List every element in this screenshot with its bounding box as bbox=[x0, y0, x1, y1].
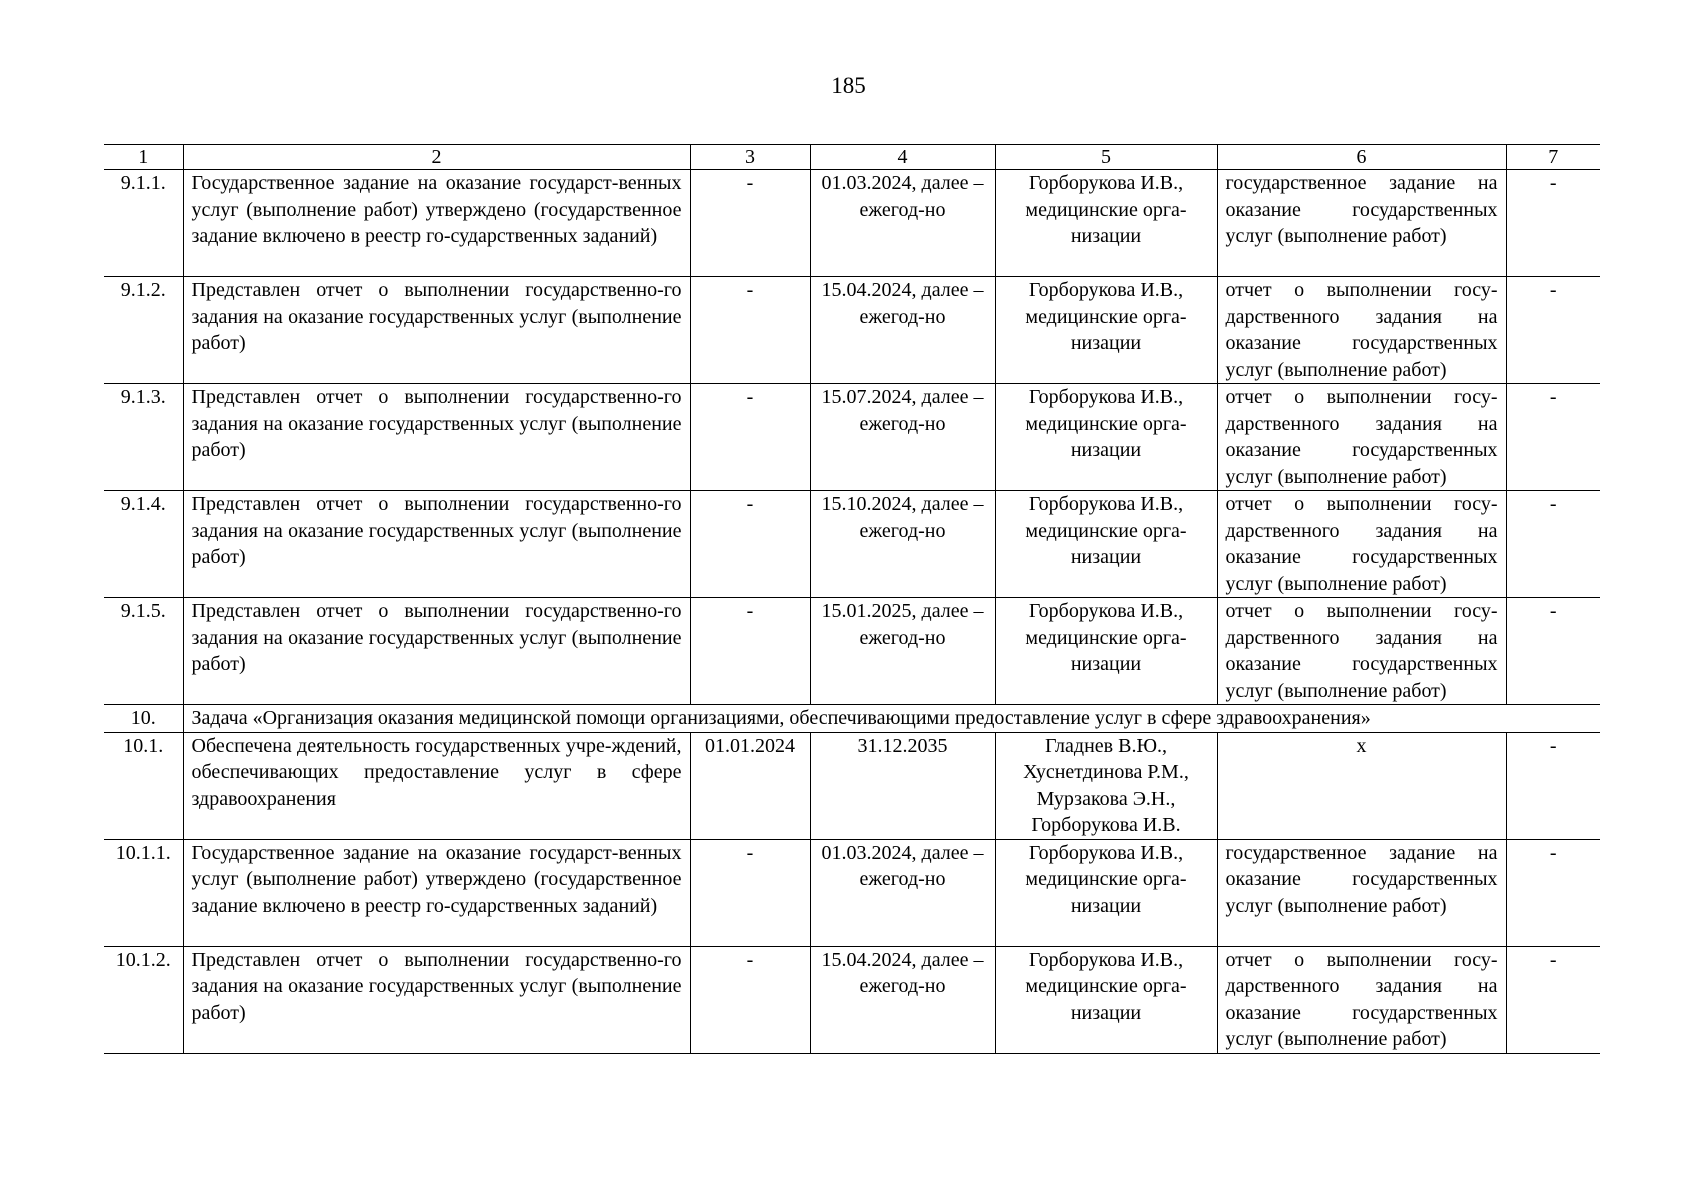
table-row bbox=[104, 732, 1600, 839]
row-responsible: Горборукова И.В., медицинские орга-низации bbox=[995, 598, 1217, 705]
row-start-date: - bbox=[690, 384, 810, 491]
plan-table bbox=[104, 144, 1600, 1054]
row-number: 9.1.5. bbox=[104, 598, 183, 705]
row-number: 10.1.1. bbox=[104, 839, 183, 946]
row-number: 9.1.3. bbox=[104, 384, 183, 491]
row-due-date: 15.07.2024, далее – ежегод-но bbox=[810, 384, 995, 491]
table-row bbox=[104, 170, 1600, 277]
row-col7: - bbox=[1506, 946, 1600, 1053]
row-due-date: 15.01.2025, далее – ежегод-но bbox=[810, 598, 995, 705]
row-start-date: 01.01.2024 bbox=[690, 732, 810, 839]
row-responsible: Горборукова И.В., медицинские орга-низации bbox=[995, 491, 1217, 598]
column-number: 2 bbox=[183, 145, 690, 170]
row-description: Представлен отчет о выполнении государственно-го задания на оказание государственных услуг (выполнение работ) bbox=[183, 946, 690, 1053]
row-description: Представлен отчет о выполнении государственно-го задания на оказание государственных услуг (выполнение работ) bbox=[183, 277, 690, 384]
row-responsible: Горборукова И.В., медицинские орга-низации bbox=[995, 384, 1217, 491]
row-start-date: - bbox=[690, 277, 810, 384]
row-responsible: Горборукова И.В., медицинские орга-низации bbox=[995, 946, 1217, 1053]
row-description: Представлен отчет о выполнении государственно-го задания на оказание государственных услуг (выполнение работ) bbox=[183, 384, 690, 491]
column-number: 7 bbox=[1506, 145, 1600, 170]
column-number: 5 bbox=[995, 145, 1217, 170]
row-result: государственное задание на оказание государственных услуг (выполнение работ) bbox=[1217, 170, 1506, 277]
row-result: отчет о выполнении госу-дарственного задания на оказание государственных услуг (выполнение работ) bbox=[1217, 491, 1506, 598]
table-row bbox=[104, 839, 1600, 946]
row-number: 9.1.2. bbox=[104, 277, 183, 384]
column-number: 3 bbox=[690, 145, 810, 170]
row-start-date: - bbox=[690, 491, 810, 598]
table-row bbox=[104, 491, 1600, 598]
row-number: 10.1.2. bbox=[104, 946, 183, 1053]
row-result: отчет о выполнении госу-дарственного задания на оказание государственных услуг (выполнение работ) bbox=[1217, 384, 1506, 491]
row-description: Государственное задание на оказание государст-венных услуг (выполнение работ) утверждено (государственное задание включено в реестр го-сударственных заданий) bbox=[183, 839, 690, 946]
row-due-date: 15.04.2024, далее – ежегод-но bbox=[810, 946, 995, 1053]
row-col7: - bbox=[1506, 384, 1600, 491]
row-col7: - bbox=[1506, 732, 1600, 839]
row-responsible: Горборукова И.В., медицинские орга-низации bbox=[995, 839, 1217, 946]
row-number: 10.1. bbox=[104, 732, 183, 839]
row-start-date: - bbox=[690, 598, 810, 705]
row-col7: - bbox=[1506, 491, 1600, 598]
row-result: государственное задание на оказание государственных услуг (выполнение работ) bbox=[1217, 839, 1506, 946]
row-number: 9.1.4. bbox=[104, 491, 183, 598]
row-due-date: 15.04.2024, далее – ежегод-но bbox=[810, 277, 995, 384]
row-due-date: 15.10.2024, далее – ежегод-но bbox=[810, 491, 995, 598]
table-row bbox=[104, 277, 1600, 384]
row-number: 9.1.1. bbox=[104, 170, 183, 277]
page-number: 185 bbox=[831, 73, 866, 98]
row-responsible: Горборукова И.В., медицинские орга-низации bbox=[995, 170, 1217, 277]
task-number: 10. bbox=[104, 705, 183, 733]
row-description: Представлен отчет о выполнении государственно-го задания на оказание государственных услуг (выполнение работ) bbox=[183, 491, 690, 598]
row-responsible: Гладнев В.Ю., Хуснетдинова Р.М., Мурзакова Э.Н., Горборукова И.В. bbox=[995, 732, 1217, 839]
row-due-date: 01.03.2024, далее – ежегод-но bbox=[810, 170, 995, 277]
row-due-date: 01.03.2024, далее – ежегод-но bbox=[810, 839, 995, 946]
row-description: Представлен отчет о выполнении государственно-го задания на оказание государственных услуг (выполнение работ) bbox=[183, 598, 690, 705]
column-number: 1 bbox=[104, 145, 183, 170]
column-number: 6 bbox=[1217, 145, 1506, 170]
task-row bbox=[104, 705, 1600, 733]
row-result: отчет о выполнении госу-дарственного задания на оказание государственных услуг (выполнение работ) bbox=[1217, 598, 1506, 705]
column-number-row bbox=[104, 145, 1600, 170]
task-title: Задача «Организация оказания медицинской помощи организациями, обеспечивающими предоставление услуг в сфере здравоохранения» bbox=[183, 705, 1600, 733]
column-number: 4 bbox=[810, 145, 995, 170]
row-description: Обеспечена деятельность государственных учре-ждений, обеспечивающих предоставление услуг в сфере здравоохранения bbox=[183, 732, 690, 839]
row-result: отчет о выполнении госу-дарственного задания на оказание государственных услуг (выполнение работ) bbox=[1217, 946, 1506, 1053]
row-due-date: 31.12.2035 bbox=[810, 732, 995, 839]
table-row bbox=[104, 598, 1600, 705]
row-description: Государственное задание на оказание государст-венных услуг (выполнение работ) утверждено (государственное задание включено в реестр го-сударственных заданий) bbox=[183, 170, 690, 277]
row-start-date: - bbox=[690, 946, 810, 1053]
row-col7: - bbox=[1506, 170, 1600, 277]
row-result: x bbox=[1217, 732, 1506, 839]
row-responsible: Горборукова И.В., медицинские орга-низации bbox=[995, 277, 1217, 384]
row-result: отчет о выполнении госу-дарственного задания на оказание государственных услуг (выполнение работ) bbox=[1217, 277, 1506, 384]
table-row bbox=[104, 946, 1600, 1053]
row-start-date: - bbox=[690, 170, 810, 277]
row-col7: - bbox=[1506, 598, 1600, 705]
row-col7: - bbox=[1506, 277, 1600, 384]
row-start-date: - bbox=[690, 839, 810, 946]
row-col7: - bbox=[1506, 839, 1600, 946]
table-row bbox=[104, 384, 1600, 491]
